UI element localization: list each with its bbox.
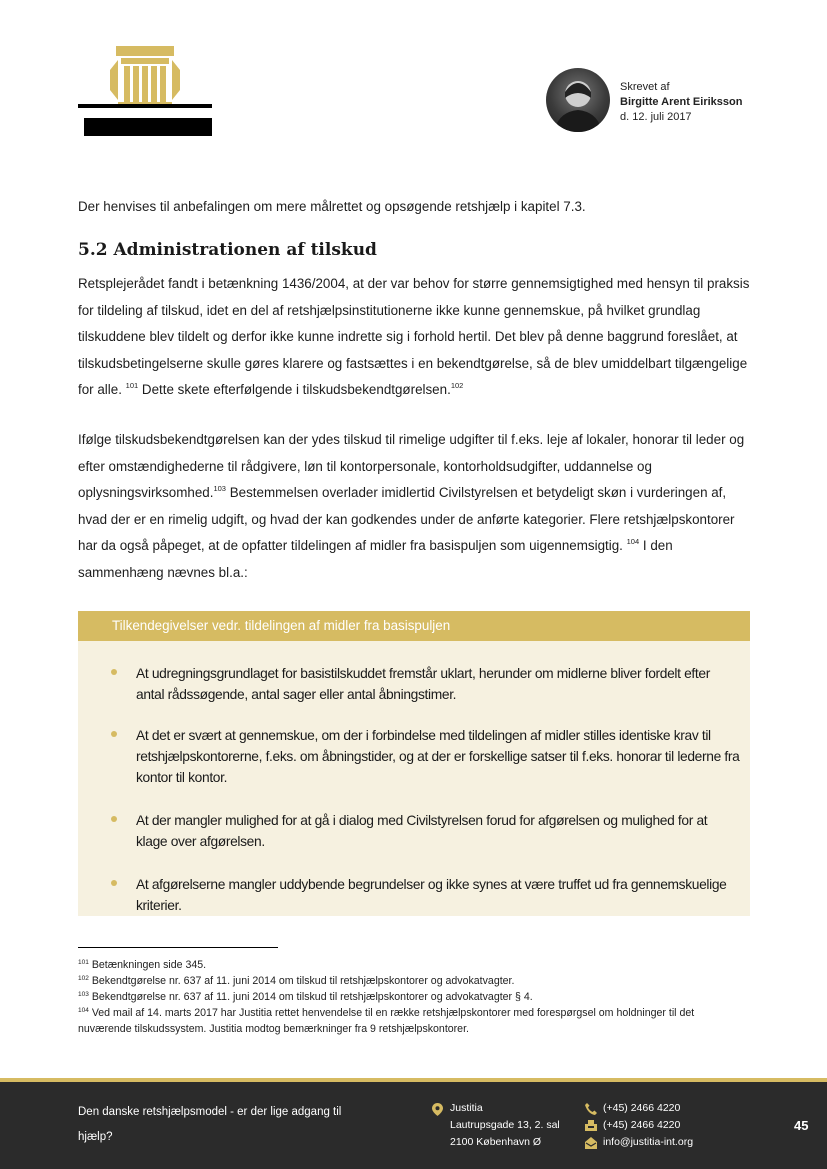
footer-email-row[interactable] bbox=[585, 1134, 693, 1151]
paragraph-bekendtgoerelse bbox=[78, 427, 750, 586]
footnote bbox=[78, 989, 750, 1005]
section-heading: 5.2 Administrationen af tilskud bbox=[78, 240, 377, 260]
footer-city: 2100 København Ø bbox=[450, 1136, 542, 1148]
footnote-text: Bekendtgørelse nr. 637 af 11. juni 2014 om tilskud til retshjælpskontorer og advokatvagter. bbox=[91, 975, 515, 987]
paragraph-text: Bestemmelsen overlader imidlertid Civilstyrelsen et betydeligt skøn i vurderingen af, hvad der er en rimelig udgift, og hvad der kan godkendes under de anførte kategorier. Flere retshjælpskontorer har da også påpeget, at de opfatter tildelingen af midler fra basispuljen som uigennemsigtig. bbox=[78, 485, 735, 553]
bullet-dot-icon bbox=[111, 880, 117, 886]
paragraph-administration bbox=[78, 271, 750, 404]
bullet-text: At det er svært at gennemskue, om der i forbindelse med tildelingen af midler stilles identiske krav til retshjælpskontorerne, f.eks. om åbningstider, og at der er forskellige satser til f.eks. honorar til lederne fra kontor til kontor. bbox=[136, 728, 740, 785]
author-info bbox=[620, 80, 742, 125]
footnote-ref[interactable]: 102 bbox=[450, 381, 464, 390]
footnote bbox=[78, 1005, 750, 1037]
footnote-ref[interactable]: 101 bbox=[125, 381, 139, 390]
footnotes bbox=[78, 957, 750, 1037]
author-name: Birgitte Arent Eiriksson bbox=[620, 96, 743, 108]
footnote-text: Betænkningen side 345. bbox=[91, 959, 207, 971]
footer-org-name: Justitia bbox=[450, 1102, 483, 1114]
footnote-number: 103 bbox=[78, 991, 89, 998]
footnote-number: 104 bbox=[78, 1007, 89, 1014]
footer-org bbox=[432, 1100, 560, 1117]
bullet-text: At udregningsgrundlaget for basistilskuddet fremstår uklart, herunder om midlerne bliver fordelt efter antal rådssøgende, antal sager eller antal åbningstimer. bbox=[136, 666, 710, 702]
page-footer bbox=[0, 1082, 827, 1169]
bullet-dot-icon bbox=[111, 816, 117, 822]
callout-title: Tilkendegivelser vedr. tildelingen af midler fra basispuljen bbox=[78, 611, 750, 641]
bullet-dot-icon bbox=[111, 669, 117, 675]
author-label: Skrevet af bbox=[620, 81, 670, 93]
footer-phone-secondary[interactable]: (+45) 2466 4220 bbox=[603, 1119, 681, 1131]
paragraph-text: Ifølge tilskudsbekendtgørelsen kan der ydes tilskud til rimelige udgifter til f.eks. leje af lokaler, honorar til leder og efter omstændighederne til rådgivere, løn til kontorpersonale, kontorholdsudgifter, uddannelse og oplysningsvirksomhed. bbox=[78, 432, 745, 500]
footnote-text: Bekendtgørelse nr. 637 af 11. juni 2014 om tilskud til retshjælpskontorer og advokatvagter § 4. bbox=[91, 991, 533, 1003]
location-pin-icon bbox=[432, 1103, 443, 1116]
bullet-dot-icon bbox=[111, 731, 117, 737]
paragraph-text: Dette skete efterfølgende i tilskudsbekendtgørelsen. bbox=[141, 382, 451, 397]
footer-tagline: Den danske retshjælpsmodel - er der lige adgang til hjælp? bbox=[78, 1106, 342, 1143]
footer-phone[interactable]: (+45) 2466 4220 bbox=[603, 1102, 681, 1114]
phone-icon bbox=[585, 1103, 597, 1115]
footnote-text: Ved mail af 14. marts 2017 har Justitia rettet henvendelse til en række retshjælpskontorer med forespørgsel om holdninger til det nuværende tilskudssystem. Justitia modtog bemærkninger fra 9 retshjælpskontorer. bbox=[78, 1007, 695, 1035]
footer-contact bbox=[585, 1100, 693, 1151]
bullet-text: At afgørelserne mangler uddybende begrundelser og ikke synes at være truffet ud fra gennemskuelige kriterier. bbox=[136, 877, 727, 913]
email-icon bbox=[585, 1137, 597, 1149]
footer-address bbox=[432, 1100, 560, 1151]
bullet-text: At der mangler mulighed for at gå i dialog med Civilstyrelsen forud for afgørelsen og mulighed for at klage over afgørelsen. bbox=[136, 813, 708, 849]
footnote-ref[interactable]: 103 bbox=[213, 484, 226, 493]
author-date: d. 12. juli 2017 bbox=[620, 111, 692, 123]
fax-icon bbox=[585, 1120, 597, 1132]
footer-phone-row[interactable] bbox=[585, 1100, 693, 1117]
footer-fax-row[interactable] bbox=[585, 1117, 693, 1134]
footer-email[interactable]: info@justitia-int.org bbox=[603, 1136, 694, 1148]
intro-paragraph: Der henvises til anbefalingen om mere målrettet og opsøgende retshjælp i kapitel 7.3. bbox=[78, 199, 586, 214]
footnote-number: 101 bbox=[78, 959, 89, 966]
callout-box bbox=[78, 611, 750, 916]
footnote bbox=[78, 957, 750, 973]
page-number: 45 bbox=[794, 1118, 809, 1133]
footnote bbox=[78, 973, 750, 989]
footnote-number: 102 bbox=[78, 975, 89, 982]
author-photo bbox=[546, 68, 610, 132]
paragraph-text: Retsplejerådet fandt i betænkning 1436/2004, at der var behov for større gennemsigtighed med hensyn til praksis for tildeling af tilskud, idet en del af retshjælpsinstitutionerne ikke kunne gennemskue, på hvilket grundlag tilskuddene blev tildelt og derfor ikke kunne indrette sig i forhold hertil. Det blev på denne baggrund foreslået, at tilskudsbetingelserne skulle gøres klarere og fastsættes i en bekendtgørelse, så de blev umiddelbart tilgængelige for alle. bbox=[78, 276, 750, 397]
paragraph-text: I den sammenhæng nævnes bl.a.: bbox=[78, 538, 673, 580]
footnote-ref[interactable]: 104 bbox=[626, 537, 640, 546]
footnote-divider bbox=[78, 947, 278, 948]
justitia-logo-icon bbox=[78, 44, 212, 136]
footer-street: Lautrupsgade 13, 2. sal bbox=[450, 1119, 560, 1131]
